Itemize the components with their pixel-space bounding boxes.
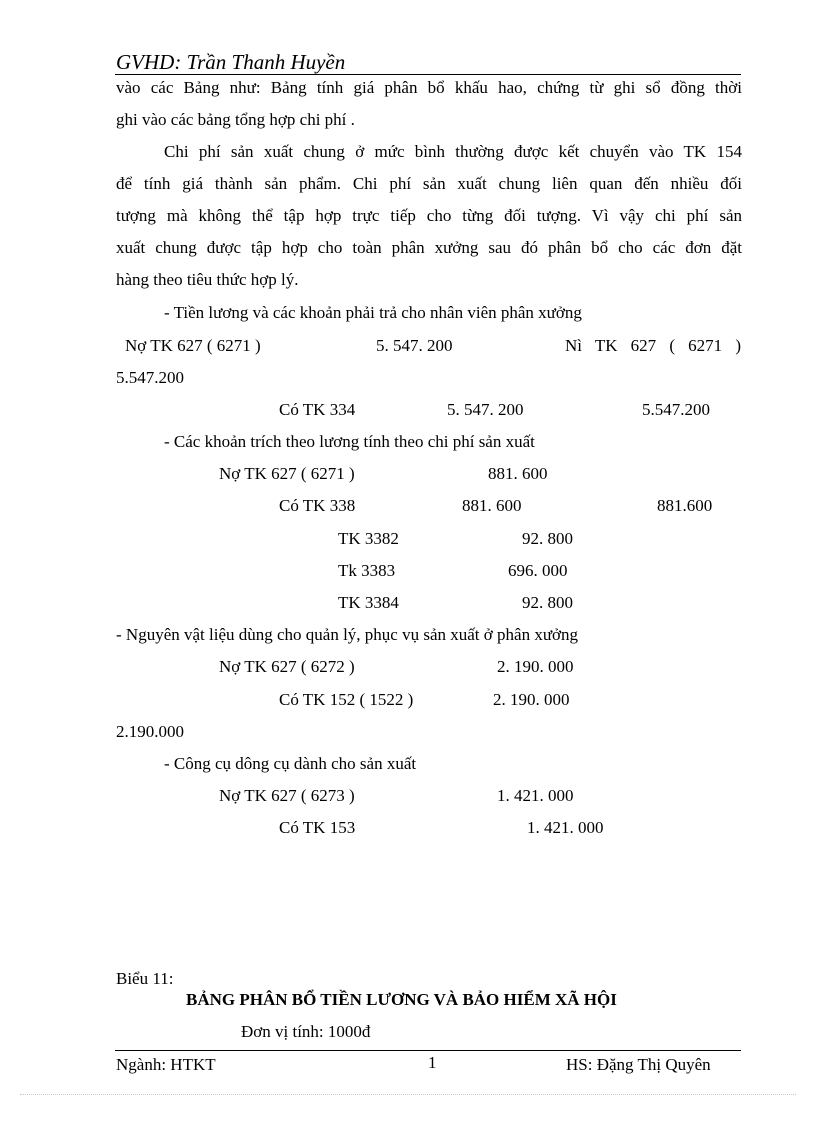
table-title: BẢNG PHÂN BỔ TIỀN LƯƠNG VÀ BẢO HIỂM XÃ HỘI bbox=[186, 990, 617, 1009]
intro-line-1: vào các Bảng như: Bảng tính giá phân bổ khấu hao, chứng từ ghi sổ đồng thời bbox=[116, 78, 742, 97]
salary-heading: - Tiền lương và các khoản phải trả cho nhân viên phân xưởng bbox=[164, 303, 582, 322]
deduction-credit-total: 881.600 bbox=[657, 496, 713, 515]
deduction-debit-account: Nợ TK 627 ( 6271 ) bbox=[219, 464, 355, 483]
para-line-4: xuất chung được tập hợp cho toàn phân xưởng sau đó phân bổ cho các đơn đặt bbox=[116, 238, 742, 257]
footer-major: Ngành: HTKT bbox=[116, 1055, 216, 1074]
deduction-heading: - Các khoản trích theo lương tính theo chi phí sản xuất bbox=[164, 432, 535, 451]
footer-student: HS: Đặng Thị Quyên bbox=[566, 1055, 711, 1074]
para-line-5: hàng theo tiêu thức hợp lý. bbox=[116, 270, 299, 289]
material-credit-account: Có TK 152 ( 1522 ) bbox=[279, 690, 414, 709]
tools-heading: - Công cụ dông cụ dành cho sản xuất bbox=[164, 754, 417, 773]
deduction-debit-amount: 881. 600 bbox=[488, 464, 548, 483]
salary-credit-amount: 5. 547. 200 bbox=[447, 400, 524, 419]
sub-account: TK 3384 bbox=[338, 593, 399, 612]
salary-credit-account: Có TK 334 bbox=[279, 400, 356, 419]
material-heading: - Nguyên vật liệu dùng cho quản lý, phục vụ sản xuất ở phân xưởng bbox=[116, 625, 579, 644]
sub-amount: 92. 800 bbox=[522, 593, 573, 612]
salary-duplicate-amount: 5.547.200 bbox=[116, 368, 184, 387]
salary-debit-account: Nợ TK 627 ( 6271 ) bbox=[125, 336, 261, 355]
header-teacher: GVHD: Trần Thanh Huyền bbox=[116, 50, 346, 74]
page-edge-divider bbox=[20, 1094, 796, 1095]
salary-credit-total: 5.547.200 bbox=[642, 400, 710, 419]
sub-account: Tk 3383 bbox=[338, 561, 396, 580]
deduction-credit-amount: 881. 600 bbox=[462, 496, 522, 515]
deduction-credit-account: Có TK 338 bbox=[279, 496, 356, 515]
header-rule bbox=[115, 74, 741, 75]
para-line-3: tượng mà không thể tập hợp trực tiếp cho từng đối tượng. Vì vậy chi phí sản bbox=[116, 206, 742, 225]
material-debit-amount: 2. 190. 000 bbox=[497, 657, 574, 676]
para-line-2: để tính giá thành sản phẩm. Chi phí sản xuất chung liên quan đến nhiều đối bbox=[116, 174, 742, 193]
tools-debit-account: Nợ TK 627 ( 6273 ) bbox=[219, 786, 355, 805]
sub-account: TK 3382 bbox=[338, 529, 399, 548]
para-line-1: Chi phí sản xuất chung ở mức bình thường được kết chuyển vào TK 154 bbox=[164, 142, 742, 161]
footer-rule bbox=[115, 1050, 741, 1051]
tools-credit-account: Có TK 153 bbox=[279, 818, 356, 837]
table-label: Biểu 11: bbox=[116, 969, 174, 988]
tools-debit-amount: 1. 421. 000 bbox=[497, 786, 574, 805]
material-total: 2.190.000 bbox=[116, 722, 184, 741]
tools-credit-amount: 1. 421. 000 bbox=[527, 818, 604, 837]
intro-line-2: ghi vào các bảng tổng hợp chi phí . bbox=[116, 110, 355, 129]
page-number: 1 bbox=[428, 1053, 437, 1072]
unit-label: Đơn vị tính: 1000đ bbox=[241, 1022, 371, 1041]
material-credit-amount: 2. 190. 000 bbox=[493, 690, 570, 709]
material-debit-account: Nợ TK 627 ( 6272 ) bbox=[219, 657, 355, 676]
salary-debit-amount: 5. 547. 200 bbox=[376, 336, 453, 355]
sub-amount: 92. 800 bbox=[522, 529, 573, 548]
salary-duplicate-account: Nì TK 627 ( 6271 ) bbox=[565, 336, 741, 355]
sub-amount: 696. 000 bbox=[508, 561, 568, 580]
